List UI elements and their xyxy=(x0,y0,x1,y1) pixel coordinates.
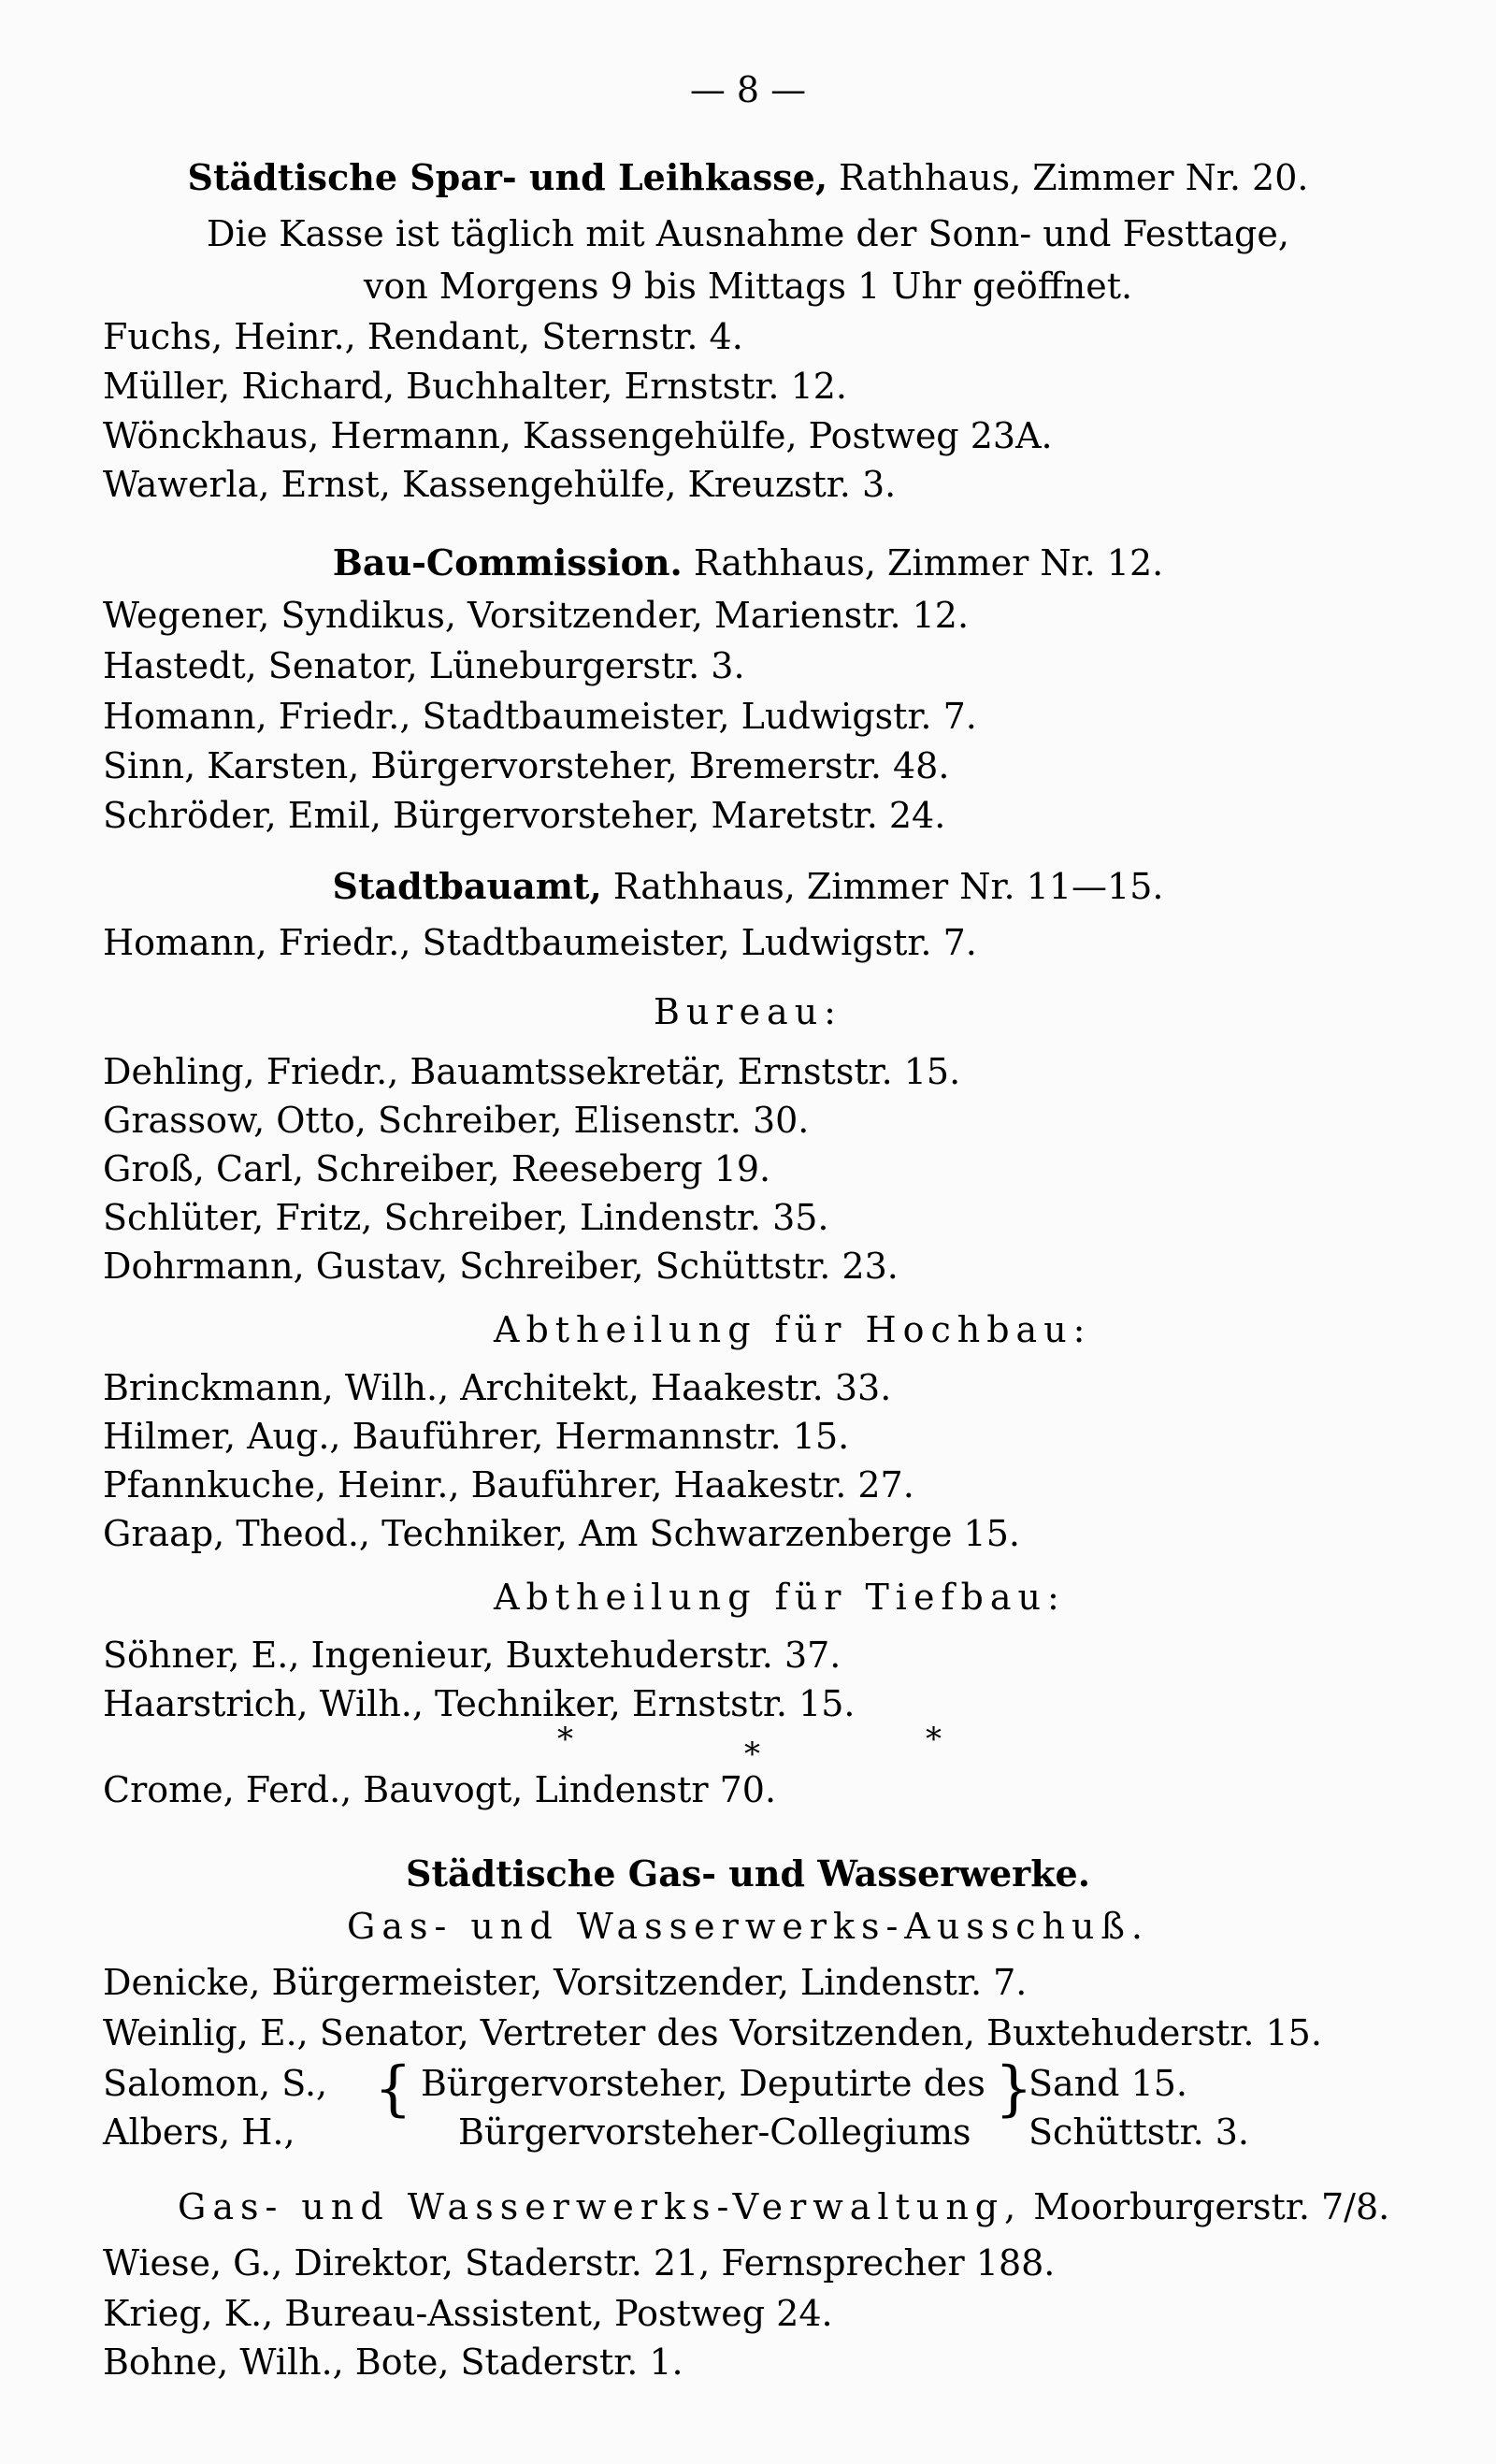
list-item: Brinckmann, Wilh., Architekt, Haakestr. 33. xyxy=(103,1367,892,1408)
section-title-gaswerke: Städtische Gas- und Wasserwerke. xyxy=(406,1852,1090,1895)
deputy-role: Bürgervorsteher-Collegiums xyxy=(458,2111,971,2153)
list-item: Wegener, Syndikus, Vorsitzender, Marienstr. 12. xyxy=(103,595,970,636)
list-item: Denicke, Bürgermeister, Vorsitzender, Lindenstr. 7. xyxy=(103,1962,1028,2003)
asterisk-separator: * xyxy=(744,1736,760,1773)
section-title-bold: Städtische Spar- und Leihkasse, xyxy=(187,156,828,198)
list-item: Wawerla, Ernst, Kassengehülfe, Kreuzstr. 3. xyxy=(103,464,897,505)
left-brace: { xyxy=(374,2054,412,2124)
subsection-heading-verwaltung xyxy=(178,2184,1389,2229)
verwaltung-address: Moorburgerstr. 7/8. xyxy=(1022,2186,1390,2227)
verwaltung-spaced: Gas- und Wasserwerks-Verwaltung, xyxy=(178,2186,1023,2227)
deputy-name: Salomon, S., xyxy=(103,2063,328,2104)
section-title-stadtbauamt xyxy=(0,864,1496,909)
list-item: Schröder, Emil, Bürgervorsteher, Maretstr. 24. xyxy=(103,795,946,836)
list-item: Graap, Theod., Techniker, Am Schwarzenberge 15. xyxy=(103,1513,1020,1554)
section-title-rest: Rathhaus, Zimmer Nr. 20. xyxy=(827,157,1309,198)
list-item: Homann, Friedr., Stadtbaumeister, Ludwigstr. 7. xyxy=(103,696,977,737)
section-title-sparkasse xyxy=(0,155,1496,200)
list-item: Groß, Carl, Schreiber, Reeseberg 19. xyxy=(103,1148,771,1189)
list-item: Dehling, Friedr., Bauamtssekretär, Ernststr. 15. xyxy=(103,1051,961,1092)
list-item: Wönckhaus, Hermann, Kassengehülfe, Postweg 23A. xyxy=(103,415,1053,456)
deputy-address: Sand 15. xyxy=(1028,2063,1187,2104)
deputy-name: Albers, H., xyxy=(103,2111,295,2153)
section-title-rest: Rathhaus, Zimmer Nr. 12. xyxy=(682,542,1164,584)
list-item: Bohne, Wilh., Bote, Staderstr. 1. xyxy=(103,2342,683,2383)
subsection-heading-tiefbau: Abtheilung für Tiefbau: xyxy=(494,1577,1066,1618)
list-item: Sinn, Karsten, Bürgervorsteher, Bremerstr. 48. xyxy=(103,745,950,786)
list-item: Schlüter, Fritz, Schreiber, Lindenstr. 35. xyxy=(103,1197,829,1238)
list-item: Krieg, K., Bureau-Assistent, Postweg 24. xyxy=(103,2293,833,2334)
list-item: Fuchs, Heinr., Rendant, Sternstr. 4. xyxy=(103,316,743,357)
list-item: Wiese, G., Direktor, Staderstr. 21, Fernsprecher 188. xyxy=(103,2242,1056,2284)
list-item: Söhner, E., Ingenieur, Buxtehuderstr. 37. xyxy=(103,1635,842,1676)
subsection-heading-ausschuss: Gas- und Wasserwerks-Ausschuß. xyxy=(346,1906,1149,1947)
list-item: Müller, Richard, Buchhalter, Ernststr. 12. xyxy=(103,366,847,407)
list-item: Hastedt, Senator, Lüneburgerstr. 3. xyxy=(103,645,745,686)
list-item: Grassow, Otto, Schreiber, Elisenstr. 30. xyxy=(103,1100,810,1141)
list-item: Haarstrich, Wilh., Techniker, Ernststr. 15. xyxy=(103,1683,856,1724)
page-number: — 8 — xyxy=(689,69,807,110)
section-title-bau-commission xyxy=(0,540,1496,585)
section-title-bold: Bau-Commission. xyxy=(332,541,683,584)
section-title-bold: Stadtbauamt, xyxy=(332,865,602,907)
list-item: Weinlig, E., Senator, Vertreter des Vorsitzenden, Buxtehuderstr. 15. xyxy=(103,2012,1322,2053)
asterisk-separator: * xyxy=(926,1721,942,1758)
subsection-heading-hochbau: Abtheilung für Hochbau: xyxy=(494,1309,1092,1350)
list-item: Dohrmann, Gustav, Schreiber, Schüttstr. 23. xyxy=(103,1246,899,1287)
list-item: Pfannkuche, Heinr., Bauführer, Haakestr. 27. xyxy=(103,1464,914,1506)
asterisk-separator: * xyxy=(557,1721,573,1758)
deputy-role: Bürgervorsteher, Deputirte des xyxy=(421,2063,985,2104)
list-item: Hilmer, Aug., Bauführer, Hermannstr. 15. xyxy=(103,1416,850,1457)
list-item: Homann, Friedr., Stadtbaumeister, Ludwigstr. 7. xyxy=(103,922,977,963)
section-title-rest: Rathhaus, Zimmer Nr. 11—15. xyxy=(601,866,1164,907)
deputy-address: Schüttstr. 3. xyxy=(1028,2111,1249,2153)
opening-hours-line-1: Die Kasse ist täglich mit Ausnahme der Sonn- und Festtage, xyxy=(207,213,1289,254)
right-brace: } xyxy=(995,2054,1033,2124)
list-item: Crome, Ferd., Bauvogt, Lindenstr 70. xyxy=(103,1769,777,1810)
subsection-heading-bureau: Bureau: xyxy=(654,991,842,1032)
opening-hours-line-2: von Morgens 9 bis Mittags 1 Uhr geöffnet. xyxy=(363,266,1133,307)
